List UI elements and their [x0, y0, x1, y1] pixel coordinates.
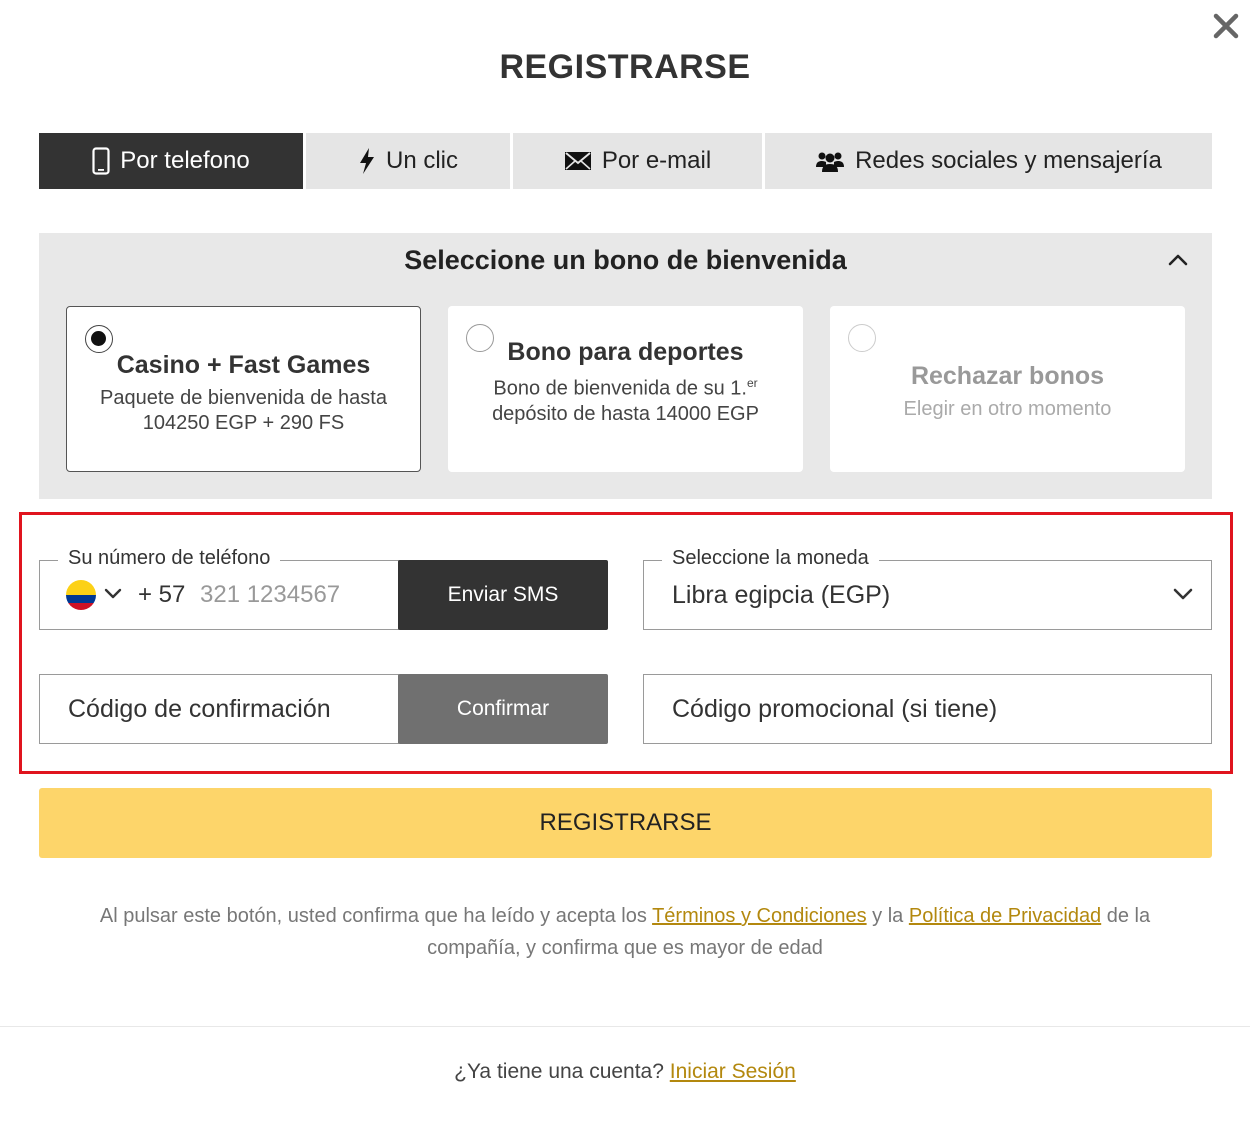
bonus-card-title: Casino + Fast Games — [116, 351, 371, 379]
privacy-link[interactable]: Política de Privacidad — [908, 905, 1102, 927]
terms-link[interactable]: Términos y Condiciones — [652, 905, 867, 927]
bonus-card-desc-post: depósito de hasta 14000 EGP — [492, 402, 759, 425]
login-link[interactable]: Iniciar Sesión — [669, 1060, 796, 1083]
bonus-card-title: Rechazar bonos — [910, 362, 1105, 390]
bonus-panel-title: Seleccione un bono de bienvenida — [404, 245, 847, 275]
terms-text — [60, 900, 1190, 964]
confirmation-code-field — [39, 674, 399, 744]
bonus-card-desc: Elegir en otro momento — [903, 398, 1112, 420]
radio-decline[interactable] — [848, 324, 876, 352]
terms-part1: Al pulsar este botón, usted confirma que ha leído y acepta los — [99, 905, 653, 927]
tab-one-click[interactable] — [306, 133, 510, 189]
bonus-card-desc: Paquete de bienvenida de hasta 104250 EGP + 290 FS — [100, 387, 387, 434]
bonus-card-desc-sup: er — [746, 376, 758, 390]
currency-legend: Seleccione la moneda — [662, 547, 879, 570]
confirmation-code-input[interactable] — [68, 689, 398, 729]
tab-label: Un clic — [385, 147, 458, 174]
login-prompt — [0, 1060, 1250, 1084]
bonus-card-sports[interactable] — [448, 306, 803, 472]
lightning-icon — [358, 147, 376, 175]
country-code: + 57 — [138, 581, 186, 608]
registration-tabs — [39, 133, 1212, 189]
login-question: ¿Ya tiene una cuenta? — [454, 1060, 670, 1083]
radio-sports[interactable] — [466, 324, 494, 352]
welcome-bonus-panel — [39, 233, 1212, 499]
tab-by-email[interactable] — [513, 133, 762, 189]
chevron-down-icon[interactable] — [104, 588, 122, 600]
phone-field-legend: Su número de teléfono — [58, 547, 280, 570]
bonus-card-desc-pre: Bono de bienvenida de su 1. — [493, 377, 747, 400]
send-sms-button[interactable]: Enviar SMS — [398, 560, 608, 630]
chevron-down-icon — [1173, 587, 1193, 601]
register-button[interactable]: REGISTRARSE — [39, 788, 1212, 858]
currency-select[interactable] — [643, 547, 1212, 630]
bonus-card-decline[interactable] — [830, 306, 1185, 472]
tab-by-phone[interactable] — [39, 133, 303, 189]
collapse-button[interactable] — [1167, 253, 1193, 275]
terms-part2: y la — [866, 905, 909, 927]
close-button[interactable] — [1208, 8, 1244, 44]
promo-code-input[interactable] — [672, 689, 1192, 729]
radio-casino[interactable] — [85, 325, 113, 353]
phone-field — [39, 547, 399, 630]
close-icon — [1213, 13, 1239, 39]
currency-value: Libra egipcia (EGP) — [672, 581, 891, 609]
chevron-up-icon — [1167, 253, 1189, 267]
divider — [0, 1026, 1250, 1027]
bonus-card-casino[interactable] — [66, 306, 421, 472]
envelope-icon — [564, 150, 592, 172]
confirm-button[interactable]: Confirmar — [398, 674, 608, 744]
bonus-card-desc — [482, 371, 769, 427]
tab-label: Por e-mail — [601, 147, 712, 174]
phone-icon — [92, 147, 110, 175]
phone-input[interactable] — [200, 575, 390, 615]
terms-part3: de la compañía, y confirma que es mayor de edad — [427, 905, 1151, 959]
tab-label: Redes sociales y mensajería — [855, 147, 1162, 174]
promo-code-field — [643, 674, 1212, 744]
tab-label: Por telefono — [120, 147, 250, 174]
page-title: REGISTRARSE — [499, 48, 751, 86]
country-flag[interactable] — [66, 580, 96, 610]
users-icon — [815, 149, 845, 173]
bonus-card-title: Bono para deportes — [507, 338, 744, 366]
tab-social-networks[interactable] — [765, 133, 1212, 189]
